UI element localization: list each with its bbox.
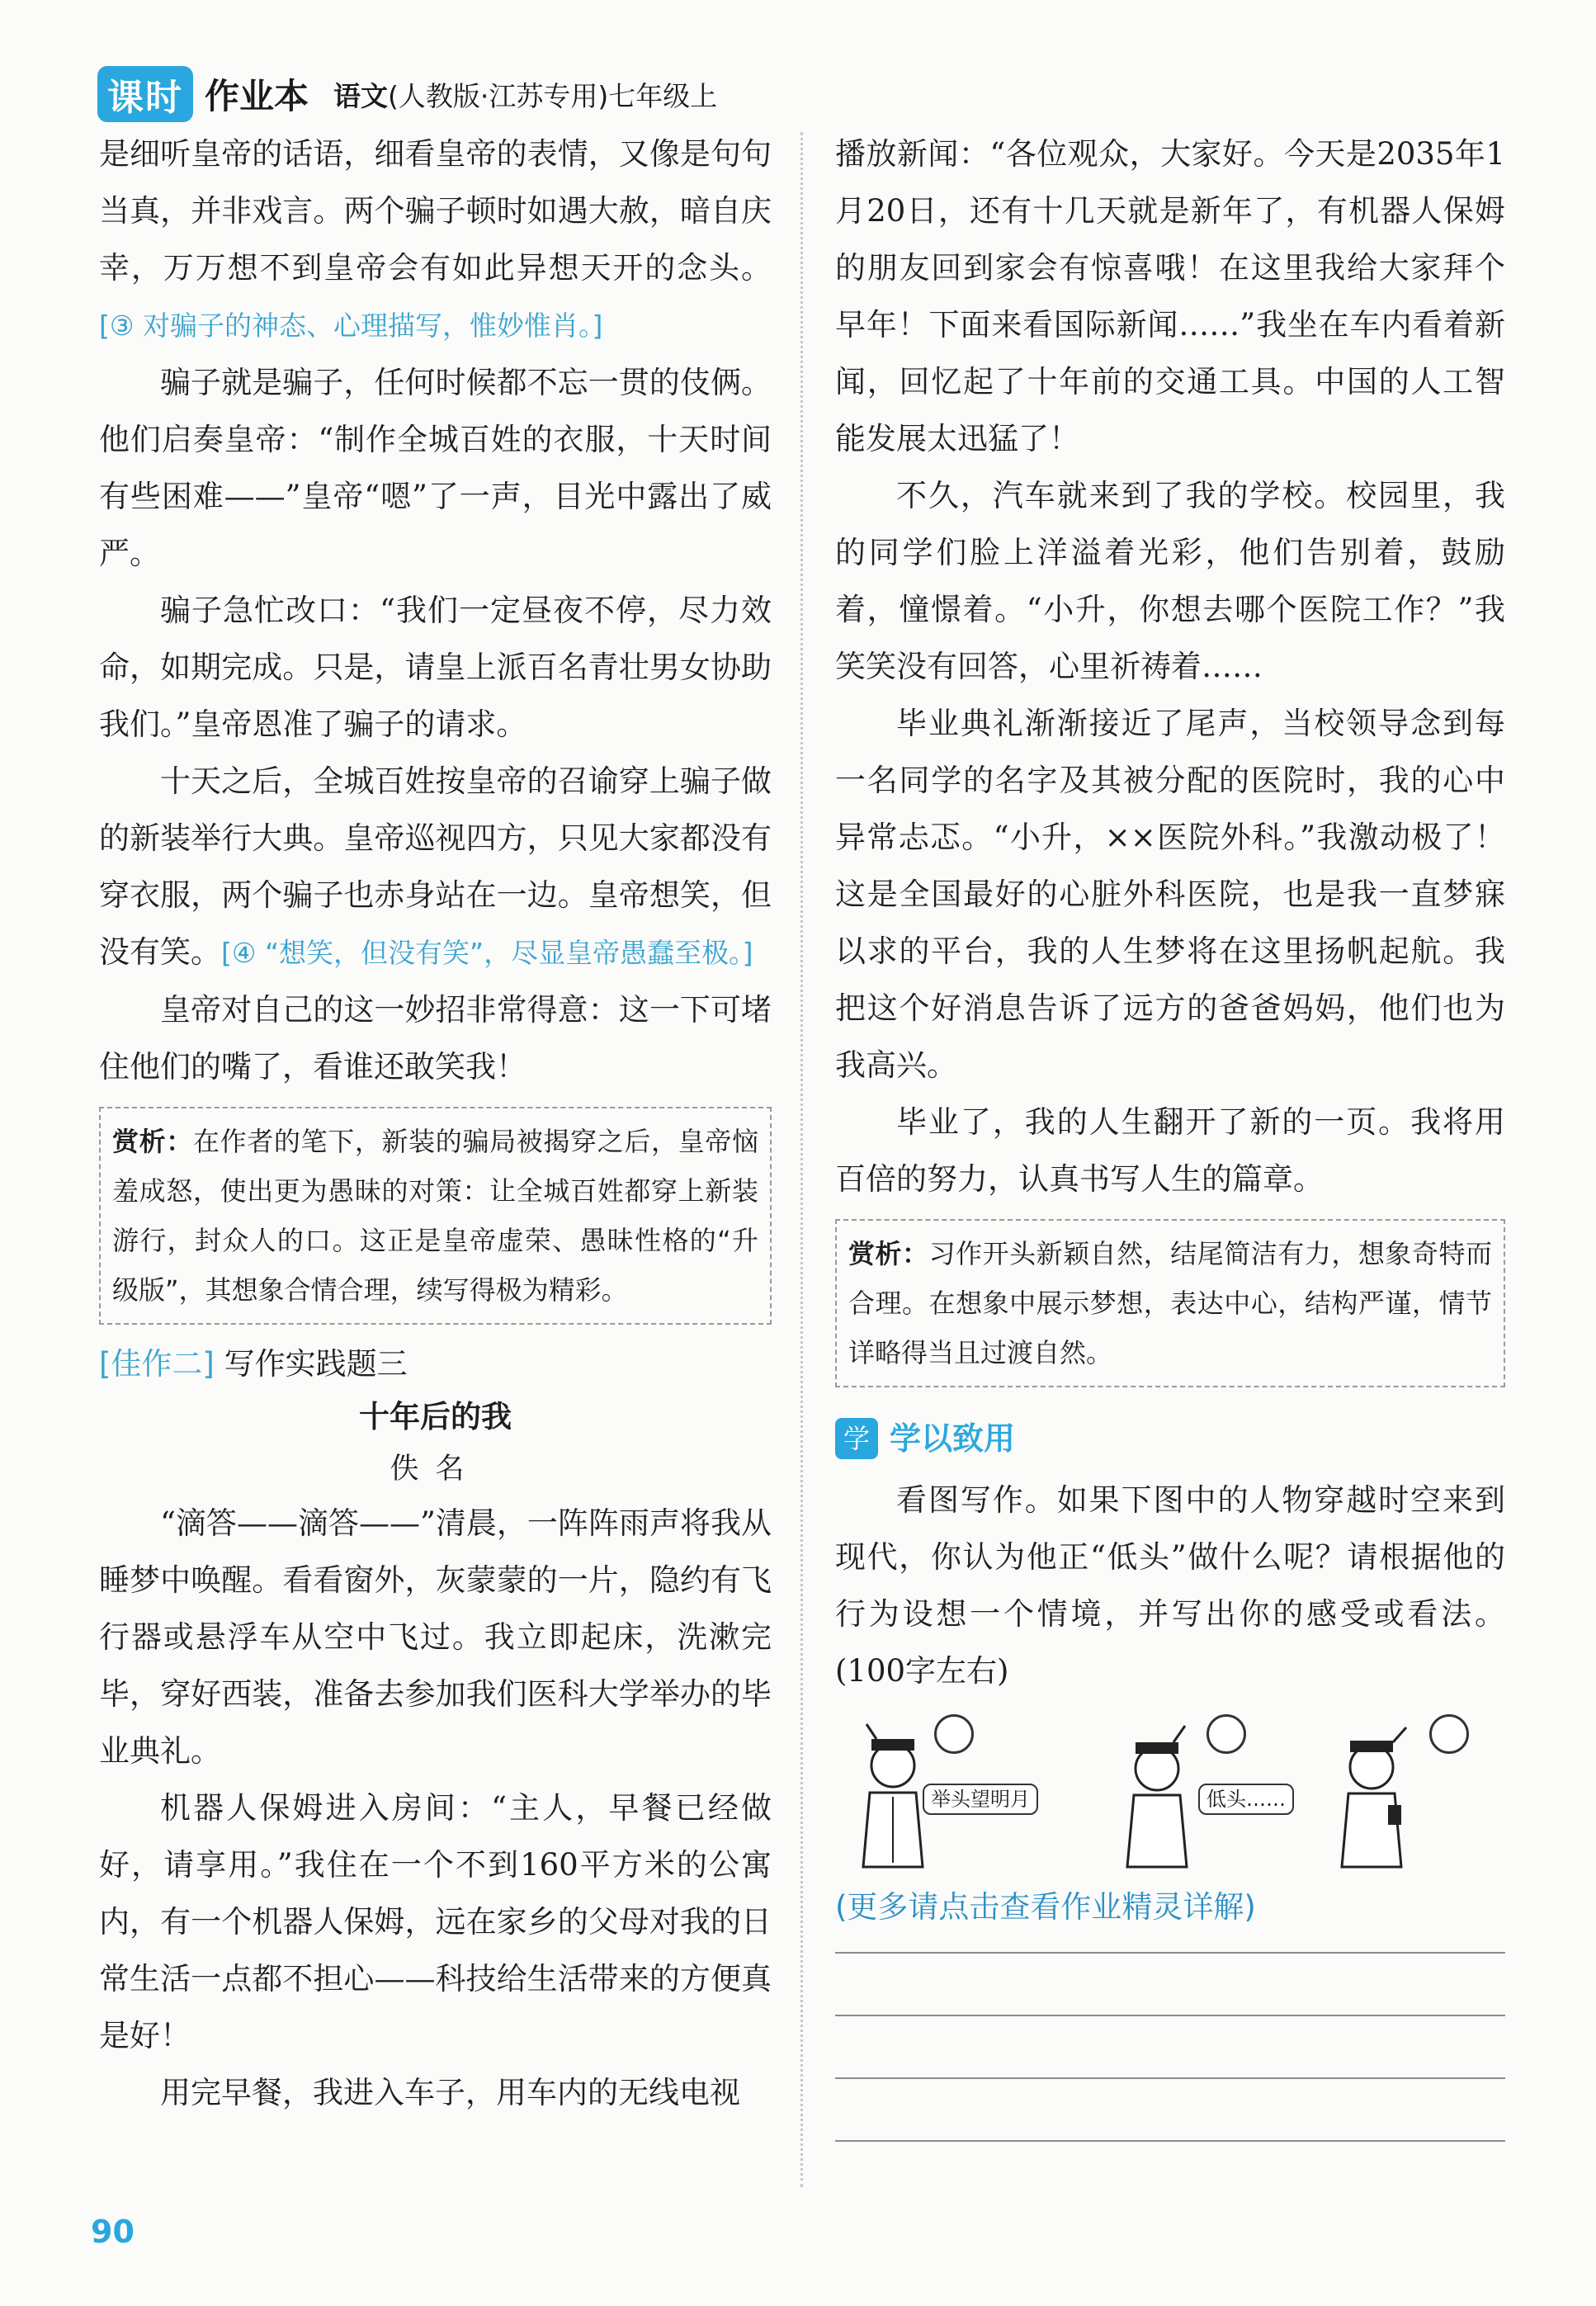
scholar-figure-2 <box>1107 1714 1297 1871</box>
left-column <box>99 125 772 2121</box>
speech-bubble: 举头望明月 <box>923 1784 1038 1815</box>
note-label: 赏析： <box>112 1126 193 1157</box>
essay-heading <box>99 1338 772 1391</box>
note-text: 习作开头新颖自然，结尾简洁有力，想象奇特而合理。在想象中展示梦想，表达中心，结构严谨，情节详略得当且过渡自然。 <box>848 1238 1492 1368</box>
essay-category: 写作实践题三 <box>224 1346 408 1382</box>
paragraph: 毕业典礼渐渐接近了尾声，当校领导念到每一名同学的名字及其被分配的医院时，我的心中异常忐忑。“小升，××医院外科。”我激动极了！这是全国最好的心脏外科医院，也是我一直梦寐以求的平台，我的人生梦将在这里扬帆起航。我把这个好消息告诉了远方的爸爸妈妈，他们也为我高兴。 <box>835 706 1505 1083</box>
writing-line[interactable] <box>835 2077 1505 2079</box>
note-label: 赏析： <box>848 1238 929 1269</box>
scholar-figure-1 <box>843 1714 1033 1871</box>
essay-author: 佚名 <box>390 1453 481 1486</box>
paragraph: 播放新闻：“各位观众，大家好。今天是2035年1月20日，还有十几天就是新年了，有机器人保姆的朋友回到家会有惊喜哦！在这里我给大家拜个早年！下面来看国际新闻……”我坐在车内看着新闻，回忆起了十年前的交通工具。中国的人工智能发展太迅猛了！ <box>835 136 1505 456</box>
paragraph: 骗子急忙改口：“我们一定昼夜不停，尽力效命，如期完成。只是，请皇上派百名青壮男女协助我们。”皇帝恩准了骗子的请求。 <box>99 593 772 742</box>
moon-circle <box>1429 1714 1469 1754</box>
brand-logo: 课时 <box>97 66 193 122</box>
column-divider <box>800 132 803 2187</box>
essay-tag: [佳作二] <box>99 1346 215 1382</box>
paragraph: 用完早餐，我进入车子，用车内的无线电视 <box>160 2075 740 2110</box>
scholar-drawing <box>1314 1714 1504 1871</box>
appreciation-note <box>99 1107 772 1325</box>
scholar-figure-3 <box>1314 1714 1504 1871</box>
paragraph: 机器人保姆进入房间：“主人，早餐已经做好，请享用。”我住在一个不到160平方米的公寓内，有一个机器人保姆，远在家乡的父母对我的日常生活一点都不担心——科技给生活带来的方便真是好！ <box>99 1790 772 2053</box>
annotation: [④ “想笑，但没有笑”，尽显皇帝愚蠢至极。] <box>221 937 753 969</box>
moon-circle <box>934 1714 974 1754</box>
section-heading <box>835 1415 1505 1462</box>
page-number: 90 <box>91 2214 135 2250</box>
illustration-row <box>835 1714 1505 1871</box>
appreciation-note <box>835 1219 1505 1387</box>
writing-line[interactable] <box>835 2140 1505 2142</box>
edition-label: (人教版·江苏专用)七年级上 <box>388 79 718 112</box>
paragraph-text: 十天之后，全城百姓按皇帝的召谕穿上骗子做的新装举行大典。皇帝巡视四方，只见大家都没有穿衣服，两个骗子也赤身站在一边。皇帝想笑，但没有笑。 <box>99 763 772 970</box>
subject-label: 语文 <box>333 79 389 112</box>
paragraph <box>99 753 772 981</box>
paragraph-text: 是细听皇帝的话语，细看皇帝的表情，又像是句句当真，并非戏言。两个骗子顿时如遇大赦，暗自庆幸，万万想不到皇帝会有如此异想天开的念头。 <box>99 136 772 286</box>
paragraph: “滴答——滴答——”清晨，一阵阵雨声将我从睡梦中唤醒。看看窗外，灰蒙蒙的一片，隐约有飞行器或悬浮车从空中飞过。我立即起床，洗漱完毕，穿好西装，准备去参加我们医科大学举办的毕业典礼。 <box>99 1505 772 1769</box>
paragraph: 皇帝对自己的这一妙招非常得意：这一下可堵住他们的嘴了，看谁还敢笑我！ <box>99 992 772 1084</box>
book-subtitle <box>333 75 717 114</box>
paragraph: 毕业了，我的人生翻开了新的一页。我将用百倍的努力，认真书写人生的篇章。 <box>835 1104 1505 1197</box>
note-text: 在作者的笔下，新装的骗局被揭穿之后，皇帝恼羞成怒，使出更为愚昧的对策：让全城百姓都穿上新装游行，封众人的口。这正是皇帝虚荣、愚昧性格的“升级版”，其想象合情合理，续写得极为精彩。 <box>112 1126 758 1306</box>
writing-line[interactable] <box>835 2015 1505 2016</box>
pencil-icon: 学 <box>835 1418 878 1459</box>
section-title: 学以致用 <box>890 1420 1016 1457</box>
annotation: [③ 对骗子的神态、心理描写，惟妙惟肖。] <box>99 310 603 342</box>
book-title: 作业本 <box>205 76 309 116</box>
paragraph: 骗子就是骗子，任何时候都不忘一贯的伎俩。他们启奏皇帝：“制作全城百姓的衣服，十天时间有些困难——”皇帝“嗯”了一声，目光中露出了威严。 <box>99 365 772 571</box>
right-column <box>835 125 1505 2142</box>
essay-title: 十年后的我 <box>359 1399 512 1434</box>
moon-circle <box>1206 1714 1246 1754</box>
paragraph <box>99 125 772 354</box>
writing-line[interactable] <box>835 1952 1505 1954</box>
speech-bubble: 低头…… <box>1198 1784 1294 1815</box>
header <box>97 68 717 120</box>
more-details-link[interactable]: (更多请点击查看作业精灵详解) <box>835 1889 1256 1925</box>
task-prompt: 看图写作。如果下图中的人物穿越时空来到现代，你认为他正“低头”做什么呢？请根据他的行为设想一个情境，并写出你的感受或看法。(100字左右) <box>835 1482 1505 1689</box>
paragraph: 不久，汽车就来到了我的学校。校园里，我的同学们脸上洋溢着光彩，他们告别着，鼓励着，憧憬着。“小升，你想去哪个医院工作？”我笑笑没有回答，心里祈祷着…… <box>835 478 1505 684</box>
